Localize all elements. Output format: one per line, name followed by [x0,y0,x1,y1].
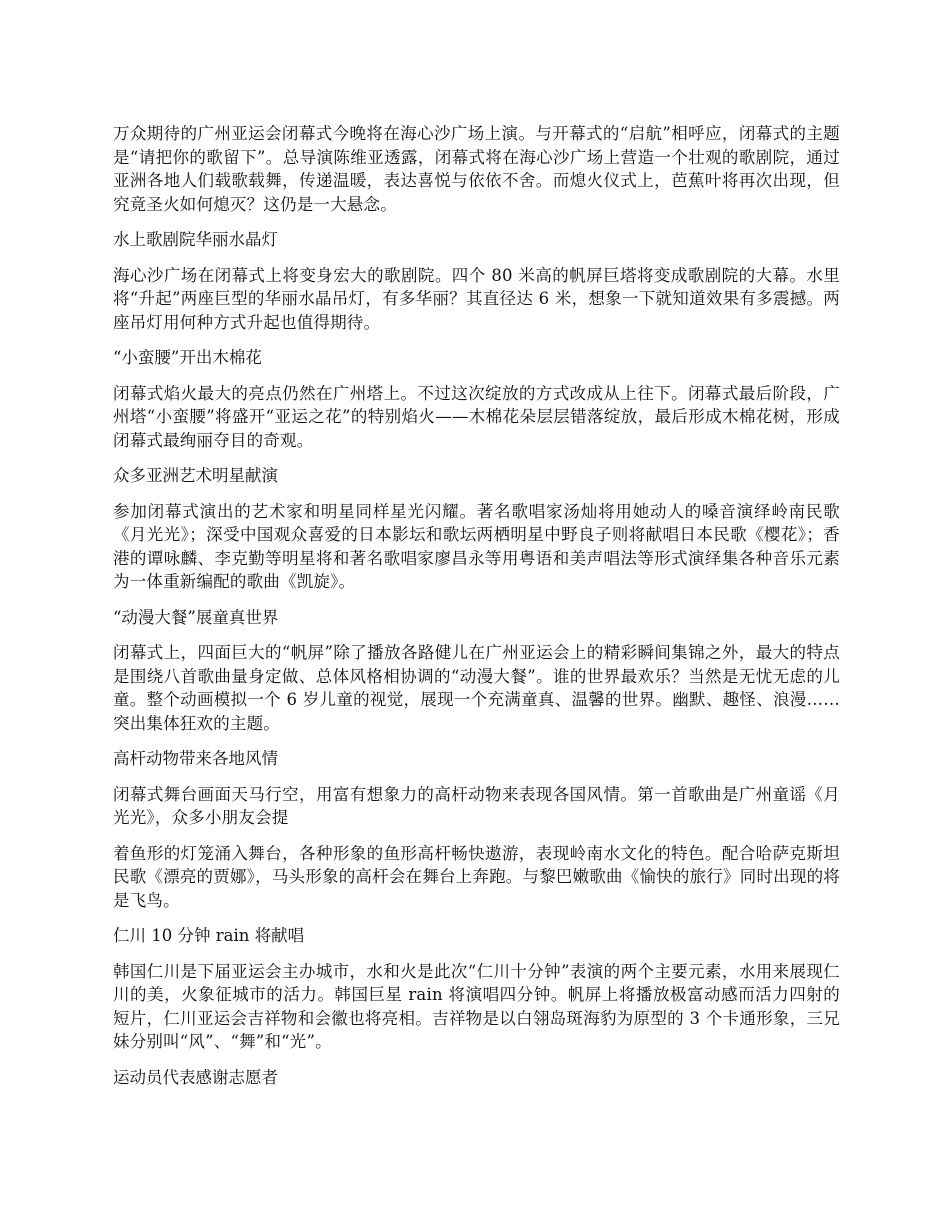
section-heading-asian-stars: 众多亚洲艺术明星献演 [113,466,278,485]
paragraph-water-opera: 海心沙广场在闭幕式上将变身宏大的歌剧院。四个 80 米高的帆屏巨塔将变成歌剧院的大幕。水里将“升起”两座巨型的华丽水晶吊灯，有多华丽？其直径达 6 米，想象一下就知道效果有多震撼。两座吊灯用何种方式升起也值得期待。 [113,265,840,332]
intro-paragraph: 万众期待的广州亚运会闭幕式今晚将在海心沙广场上演。与开幕式的“启航”相呼应，闭幕式的主题是“请把你的歌留下”。总导演陈维亚透露，闭幕式将在海心沙广场上营造一个壮观的歌剧院，通过亚洲各地人们载歌载舞，传递温暖，表达喜悦与依依不舍。而熄火仪式上，芭蕉叶将再次出现，但究竟圣火如何熄灭？这仍是一大悬念。 [113,124,840,214]
paragraph-stilt-animals-part1: 闭幕式舞台画面天马行空，用富有想象力的高杆动物来表现各国风情。第一首歌曲是广州童谣《月光光》，众多小朋友会提 [113,784,840,827]
section-heading-canton-tower: “小蛮腰”开出木棉花 [113,348,262,367]
document-body [113,122,840,1101]
section-heading-volunteers: 运动员代表感谢志愿者 [113,1067,278,1087]
paragraph-incheon: 韩国仁川是下届亚运会主办城市，水和火是此次“仁川十分钟”表演的两个主要元素，水用来展现仁川的美，火象征城市的活力。韩国巨星 rain 将演唱四分钟。帆屏上将播放极富动感而活力四射的短片，仁川亚运会吉祥物和会徽也将亮相。吉祥物是以白翎岛斑海豹为原型的 3 个卡通形象，三兄妹分别叫“风”、“舞”和“光”。 [113,961,840,1051]
paragraph-animation: 闭幕式上，四面巨大的“帆屏”除了播放各路健儿在广州亚运会上的精彩瞬间集锦之外，最大的特点是围绕八首歌曲量身定做、总体风格相协调的“动漫大餐”。谁的世界最欢乐？当然是无忧无虑的儿童。整个动画模拟一个 6 岁儿童的视觉，展现一个充满童真、温馨的世界。幽默、趣怪、浪漫……突出集体狂欢的主题。 [113,643,840,733]
section-heading-incheon: 仁川 10 分钟 rain 将献唱 [113,926,305,945]
paragraph-canton-tower: 闭幕式焰火最大的亮点仍然在广州塔上。不过这次绽放的方式改成从上往下。闭幕式最后阶段，广州塔“小蛮腰”将盛开“亚运之花”的特别焰火——木棉花朵层层错落绽放，最后形成木棉花树，形成闭幕式最绚丽夺目的奇观。 [113,383,840,450]
section-heading-animation: “动漫大餐”展童真世界 [113,607,279,627]
section-heading-stilt-animals: 高杆动物带来各地风情 [113,749,278,768]
paragraph-asian-stars: 参加闭幕式演出的艺术家和明星同样星光闪耀。著名歌唱家汤灿将用她动人的嗓音演绎岭南民歌《月光光》；深受中国观众喜爱的日本影坛和歌坛两栖明星中野良子则将献唱日本民歌《樱花》；香港的谭咏麟、李克勤等明星将和著名歌唱家廖昌永等用粤语和美声唱法等形式演绎集各种音乐元素为一体重新编配的歌曲《凯旋》。 [113,501,840,591]
paragraph-stilt-animals-part2: 着鱼形的灯笼涌入舞台，各种形象的鱼形高杆畅快遨游，表现岭南水文化的特色。配合哈萨克斯坦民歌《漂亮的贾娜》，马头形象的高杆会在舞台上奔跑。与黎巴嫩歌曲《愉快的旅行》同时出现的将是飞鸟。 [113,843,840,910]
section-heading-water-opera: 水上歌剧院华丽水晶灯 [113,230,278,249]
